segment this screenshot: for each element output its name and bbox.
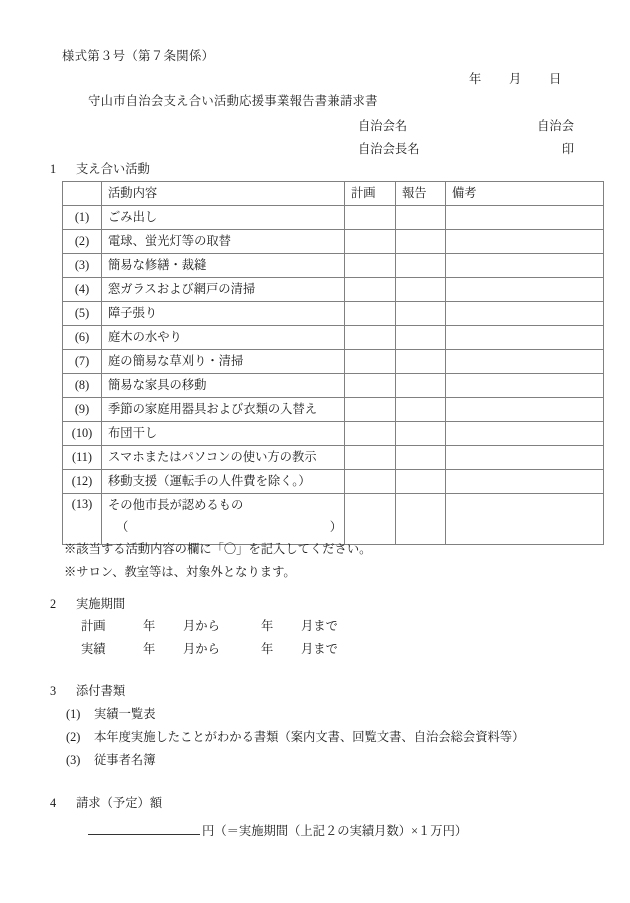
row-number: (13) bbox=[63, 494, 102, 545]
attachment-text-2: 本年度実施したことがわかる書類（案内文書、回覧文書、自治会総会資料等） bbox=[94, 730, 525, 744]
section-2-heading bbox=[50, 598, 125, 610]
row-plan-cell[interactable] bbox=[345, 446, 396, 470]
row-remarks-cell[interactable] bbox=[446, 398, 604, 422]
section-4-heading bbox=[50, 797, 162, 809]
row-plan-cell[interactable] bbox=[345, 374, 396, 398]
attachment-marker-3: (3) bbox=[66, 753, 81, 767]
row-remarks-cell[interactable] bbox=[446, 350, 604, 374]
table-header-row bbox=[63, 182, 604, 206]
row-report-cell[interactable] bbox=[396, 278, 446, 302]
row-remarks-cell[interactable] bbox=[446, 326, 604, 350]
table-row bbox=[63, 374, 604, 398]
row-report-cell[interactable] bbox=[396, 302, 446, 326]
row-plan-cell[interactable] bbox=[345, 278, 396, 302]
row-activity: 簡易な修繕・裁縫 bbox=[102, 254, 345, 278]
row-number: (2) bbox=[63, 230, 102, 254]
association-name-suffix: 自治会 bbox=[537, 119, 574, 133]
row-remarks-cell[interactable] bbox=[446, 302, 604, 326]
table-row bbox=[63, 398, 604, 422]
row-report-cell[interactable] bbox=[396, 374, 446, 398]
row-plan-cell[interactable] bbox=[345, 422, 396, 446]
row-activity: 窓ガラスおよび網戸の清掃 bbox=[102, 278, 345, 302]
period-row-actual bbox=[81, 643, 338, 655]
row-remarks-cell[interactable] bbox=[446, 374, 604, 398]
section-3-heading bbox=[50, 685, 125, 697]
row-number: (11) bbox=[63, 446, 102, 470]
section-2-title: 実施期間 bbox=[76, 597, 126, 611]
row-report-cell[interactable] bbox=[396, 422, 446, 446]
row-number: (8) bbox=[63, 374, 102, 398]
header-remarks: 備考 bbox=[446, 182, 604, 206]
row-number: (3) bbox=[63, 254, 102, 278]
row-plan-cell[interactable] bbox=[345, 470, 396, 494]
section-3-number: 3 bbox=[50, 684, 57, 698]
row-number: (7) bbox=[63, 350, 102, 374]
table-row bbox=[63, 302, 604, 326]
row-activity-text: その他市長が認めるもの bbox=[108, 498, 244, 512]
period-actual-year-from[interactable]: 年 bbox=[143, 642, 156, 656]
header-activity: 活動内容 bbox=[102, 182, 345, 206]
table-row bbox=[63, 350, 604, 374]
row-plan-cell[interactable] bbox=[345, 398, 396, 422]
row-plan-cell[interactable] bbox=[345, 230, 396, 254]
row-remarks-cell[interactable] bbox=[446, 470, 604, 494]
section-3-title: 添付書類 bbox=[76, 684, 126, 698]
row-plan-cell[interactable] bbox=[345, 254, 396, 278]
row-remarks-cell[interactable] bbox=[446, 278, 604, 302]
amount-formula: （＝実施期間（上記２の実績月数）×１万円） bbox=[214, 824, 468, 838]
period-plan-month-to[interactable]: 月まで bbox=[301, 619, 338, 633]
table-row bbox=[63, 278, 604, 302]
attachment-item-2 bbox=[66, 731, 524, 743]
period-actual-label: 実績 bbox=[81, 642, 106, 656]
association-name-label: 自治会名 bbox=[358, 119, 408, 133]
row-report-cell[interactable] bbox=[396, 470, 446, 494]
paren-close: ） bbox=[329, 520, 342, 534]
row-activity: 障子張り bbox=[102, 302, 345, 326]
row-number: (12) bbox=[63, 470, 102, 494]
attachment-marker-1: (1) bbox=[66, 707, 81, 721]
activity-table bbox=[62, 181, 604, 545]
period-plan-label: 計画 bbox=[81, 619, 106, 633]
row-plan-cell[interactable] bbox=[345, 302, 396, 326]
date-line bbox=[0, 73, 574, 85]
table-row bbox=[63, 446, 604, 470]
row-number: (9) bbox=[63, 398, 102, 422]
association-head-row bbox=[358, 143, 574, 155]
row-number: (10) bbox=[63, 422, 102, 446]
row-report-cell[interactable] bbox=[396, 230, 446, 254]
attachment-text-1: 実績一覧表 bbox=[94, 707, 156, 721]
section-1-number: 1 bbox=[50, 162, 57, 176]
currency-unit: 円 bbox=[202, 824, 215, 838]
row-activity: 庭木の水やり bbox=[102, 326, 345, 350]
association-name-row bbox=[358, 120, 574, 132]
row-activity-other bbox=[102, 494, 345, 545]
row-activity: ごみ出し bbox=[102, 206, 345, 230]
table-row bbox=[63, 422, 604, 446]
row-number: (1) bbox=[63, 206, 102, 230]
table-row bbox=[63, 254, 604, 278]
period-actual-month-to[interactable]: 月まで bbox=[301, 642, 338, 656]
period-actual-year-to[interactable]: 年 bbox=[261, 642, 274, 656]
row-activity: スマホまたはパソコンの使い方の教示 bbox=[102, 446, 345, 470]
section-4-title: 請求（予定）額 bbox=[76, 796, 163, 810]
header-no bbox=[63, 182, 102, 206]
row-report-cell[interactable] bbox=[396, 206, 446, 230]
section-1-title: 支え合い活動 bbox=[76, 162, 150, 176]
row-report-cell[interactable] bbox=[396, 326, 446, 350]
row-plan-cell[interactable] bbox=[345, 206, 396, 230]
table-row bbox=[63, 206, 604, 230]
row-remarks-cell[interactable] bbox=[446, 422, 604, 446]
attachment-marker-2: (2) bbox=[66, 730, 81, 744]
row-plan-cell[interactable] bbox=[345, 326, 396, 350]
association-head-label: 自治会長名 bbox=[358, 142, 420, 156]
row-number: (6) bbox=[63, 326, 102, 350]
row-activity: 移動支援（運転手の人件費を除く。） bbox=[102, 470, 345, 494]
header-plan: 計画 bbox=[345, 182, 396, 206]
row-remarks-cell[interactable] bbox=[446, 494, 604, 545]
period-row-plan bbox=[81, 620, 338, 632]
row-report-cell[interactable] bbox=[396, 494, 446, 545]
row-plan-cell[interactable] bbox=[345, 494, 396, 545]
activity-table-body bbox=[63, 206, 604, 545]
row-remarks-cell[interactable] bbox=[446, 446, 604, 470]
header-report: 報告 bbox=[396, 182, 446, 206]
row-report-cell[interactable] bbox=[396, 350, 446, 374]
row-plan-cell[interactable] bbox=[345, 350, 396, 374]
period-plan-year-to[interactable]: 年 bbox=[261, 619, 274, 633]
row-remarks-cell[interactable] bbox=[446, 206, 604, 230]
table-note-2: ※サロン、教室等は、対象外となります。 bbox=[64, 565, 296, 579]
row-activity: 布団干し bbox=[102, 422, 345, 446]
seal-mark: 印 bbox=[561, 142, 574, 156]
amount-line bbox=[88, 820, 467, 837]
amount-input[interactable] bbox=[88, 820, 200, 835]
row-activity: 季節の家庭用器具および衣類の入替え bbox=[102, 398, 345, 422]
row-remarks-cell[interactable] bbox=[446, 254, 604, 278]
table-row bbox=[63, 494, 604, 545]
section-4-number: 4 bbox=[50, 796, 57, 810]
date-day-label: 日 bbox=[549, 72, 562, 86]
table-row bbox=[63, 470, 604, 494]
row-number: (4) bbox=[63, 278, 102, 302]
paren-open: （ bbox=[116, 520, 129, 534]
period-plan-year-from[interactable]: 年 bbox=[143, 619, 156, 633]
period-actual-month-from[interactable]: 月から bbox=[183, 642, 220, 656]
row-activity: 庭の簡易な草刈り・清掃 bbox=[102, 350, 345, 374]
attachment-item-3 bbox=[66, 754, 156, 766]
row-activity: 電球、蛍光灯等の取替 bbox=[102, 230, 345, 254]
attachment-text-3: 従事者名簿 bbox=[94, 753, 156, 767]
attachment-item-1 bbox=[66, 708, 156, 720]
row-report-cell[interactable] bbox=[396, 398, 446, 422]
form-number: 様式第３号（第７条関係） bbox=[62, 49, 215, 63]
row-remarks-cell[interactable] bbox=[446, 230, 604, 254]
table-row bbox=[63, 326, 604, 350]
row-number: (5) bbox=[63, 302, 102, 326]
document-title: 守山市自治会支え合い活動応援事業報告書兼請求書 bbox=[88, 94, 378, 108]
section-1-heading bbox=[50, 163, 150, 175]
date-month-label: 月 bbox=[509, 72, 522, 86]
section-2-number: 2 bbox=[50, 597, 57, 611]
row-activity: 簡易な家具の移動 bbox=[102, 374, 345, 398]
row-report-cell[interactable] bbox=[396, 254, 446, 278]
date-year-label: 年 bbox=[469, 72, 482, 86]
period-plan-month-from[interactable]: 月から bbox=[183, 619, 220, 633]
table-note-1: ※該当する活動内容の欄に「〇」を記入してください。 bbox=[64, 542, 372, 556]
row-report-cell[interactable] bbox=[396, 446, 446, 470]
table-row bbox=[63, 230, 604, 254]
